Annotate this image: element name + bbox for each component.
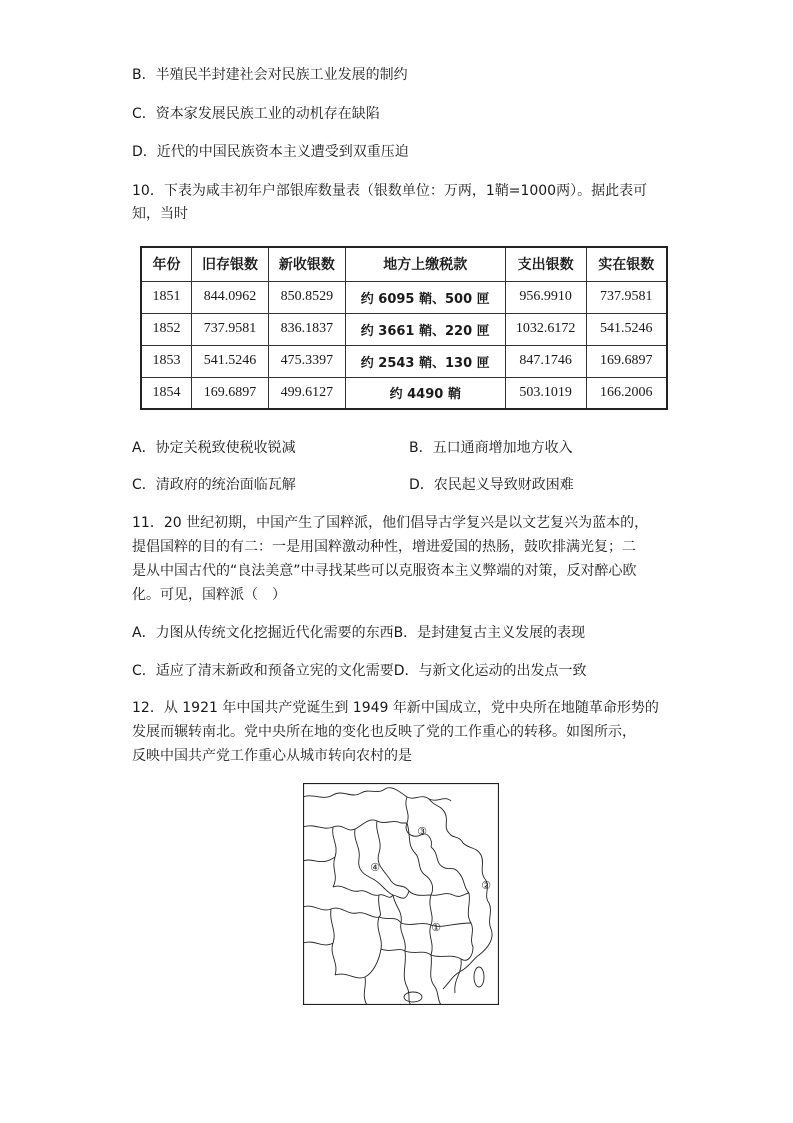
table-cell: 1854 bbox=[141, 377, 192, 409]
q10-option-a: A．协定关税致使税收锐减 bbox=[132, 440, 296, 456]
table-cell: 836.1837 bbox=[268, 313, 345, 345]
q10-option-c: C．清政府的统治面临瓦解 bbox=[132, 477, 296, 493]
table-row bbox=[141, 281, 667, 313]
map-marker: ③ bbox=[417, 825, 427, 838]
china-province-map bbox=[303, 783, 499, 1005]
table-cell: 737.9581 bbox=[192, 313, 269, 345]
table-cell: 737.9581 bbox=[586, 281, 667, 313]
table-cell: 541.5246 bbox=[586, 313, 667, 345]
q11-stem-line4: 化。可见，国粹派（ ） bbox=[132, 587, 286, 603]
table-cell: 503.1019 bbox=[505, 377, 586, 409]
table-cell: 166.2006 bbox=[586, 377, 667, 409]
treasury-table bbox=[140, 246, 668, 410]
q12-stem-line2: 发展而辗转南北。党中央所在地的变化也反映了党的工作重心的转移。如图所示， bbox=[132, 724, 636, 740]
table-cell: 844.0962 bbox=[192, 281, 269, 313]
q10-stem-line1: 10．下表为咸丰初年户部银库数量表（银数单位：万两，1鞘=1000两）。据此表可 bbox=[132, 183, 648, 199]
q11-stem-line2: 提倡国粹的目的有二：一是用国粹激动种性，增进爱国的热肠，鼓吹排满光复；二 bbox=[132, 539, 636, 555]
q12-stem-line3: 反映中国共产党工作重心从城市转向农村的是 bbox=[132, 748, 412, 764]
map-marker: ① bbox=[431, 921, 441, 934]
table-row bbox=[141, 313, 667, 345]
table-cell: 1851 bbox=[141, 281, 192, 313]
table-cell: 约 6095 鞘、500 匣 bbox=[345, 281, 505, 313]
map-marker: ② bbox=[481, 879, 491, 892]
table-cell: 约 4490 鞘 bbox=[345, 377, 505, 409]
table-header-cell: 实在银数 bbox=[586, 247, 667, 281]
table-cell: 956.9910 bbox=[505, 281, 586, 313]
table-header-row bbox=[141, 247, 667, 281]
table-header-cell: 支出银数 bbox=[505, 247, 586, 281]
q11-options-cd: C．适应了清末新政和预备立宪的文化需要D．与新文化运动的出发点一致 bbox=[132, 663, 587, 679]
table-cell: 约 3661 鞘、220 匣 bbox=[345, 313, 505, 345]
q12-stem-line1: 12．从 1921 年中国共产党诞生到 1949 年新中国成立，党中央所在地随革命形势的 bbox=[132, 700, 659, 716]
table-cell: 847.1746 bbox=[505, 345, 586, 377]
q11-options-ab: A．力图从传统文化挖掘近代化需要的东西B．是封建复古主义发展的表现 bbox=[132, 625, 586, 641]
table-cell: 1032.6172 bbox=[505, 313, 586, 345]
q9-option-b: B．半殖民半封建社会对民族工业发展的制约 bbox=[132, 67, 408, 83]
table-header-cell: 新收银数 bbox=[268, 247, 345, 281]
q10-option-b: B．五口通商增加地方收入 bbox=[409, 440, 573, 456]
map-marker: ④ bbox=[370, 861, 380, 874]
table-cell: 169.6897 bbox=[192, 377, 269, 409]
table-cell: 541.5246 bbox=[192, 345, 269, 377]
table-cell: 475.3397 bbox=[268, 345, 345, 377]
table-header-cell: 旧存银数 bbox=[192, 247, 269, 281]
table-header-cell: 年份 bbox=[141, 247, 192, 281]
table-cell: 约 2543 鞘、130 匣 bbox=[345, 345, 505, 377]
table-cell: 850.8529 bbox=[268, 281, 345, 313]
table-header-cell: 地方上缴税款 bbox=[345, 247, 505, 281]
table-row bbox=[141, 345, 667, 377]
q9-option-c: C．资本家发展民族工业的动机存在缺陷 bbox=[132, 106, 380, 122]
table-row bbox=[141, 377, 667, 409]
table-cell: 1852 bbox=[141, 313, 192, 345]
table-cell: 1853 bbox=[141, 345, 192, 377]
q10-stem-line2: 知，当时 bbox=[132, 206, 188, 222]
table-cell: 499.6127 bbox=[268, 377, 345, 409]
q10-option-d: D．农民起义导致财政困难 bbox=[409, 477, 574, 493]
map-drawing bbox=[303, 783, 499, 1005]
q11-stem-line1: 11．20 世纪初期，中国产生了国粹派，他们倡导古学复兴是以文艺复兴为蓝本的， bbox=[132, 515, 649, 531]
q11-stem-line3: 是从中国古代的“良法美意”中寻找某些可以克服资本主义弊端的对策，反对醉心欧 bbox=[132, 563, 637, 579]
table-cell: 169.6897 bbox=[586, 345, 667, 377]
q9-option-d: D．近代的中国民族资本主义遭受到双重压迫 bbox=[132, 144, 409, 160]
